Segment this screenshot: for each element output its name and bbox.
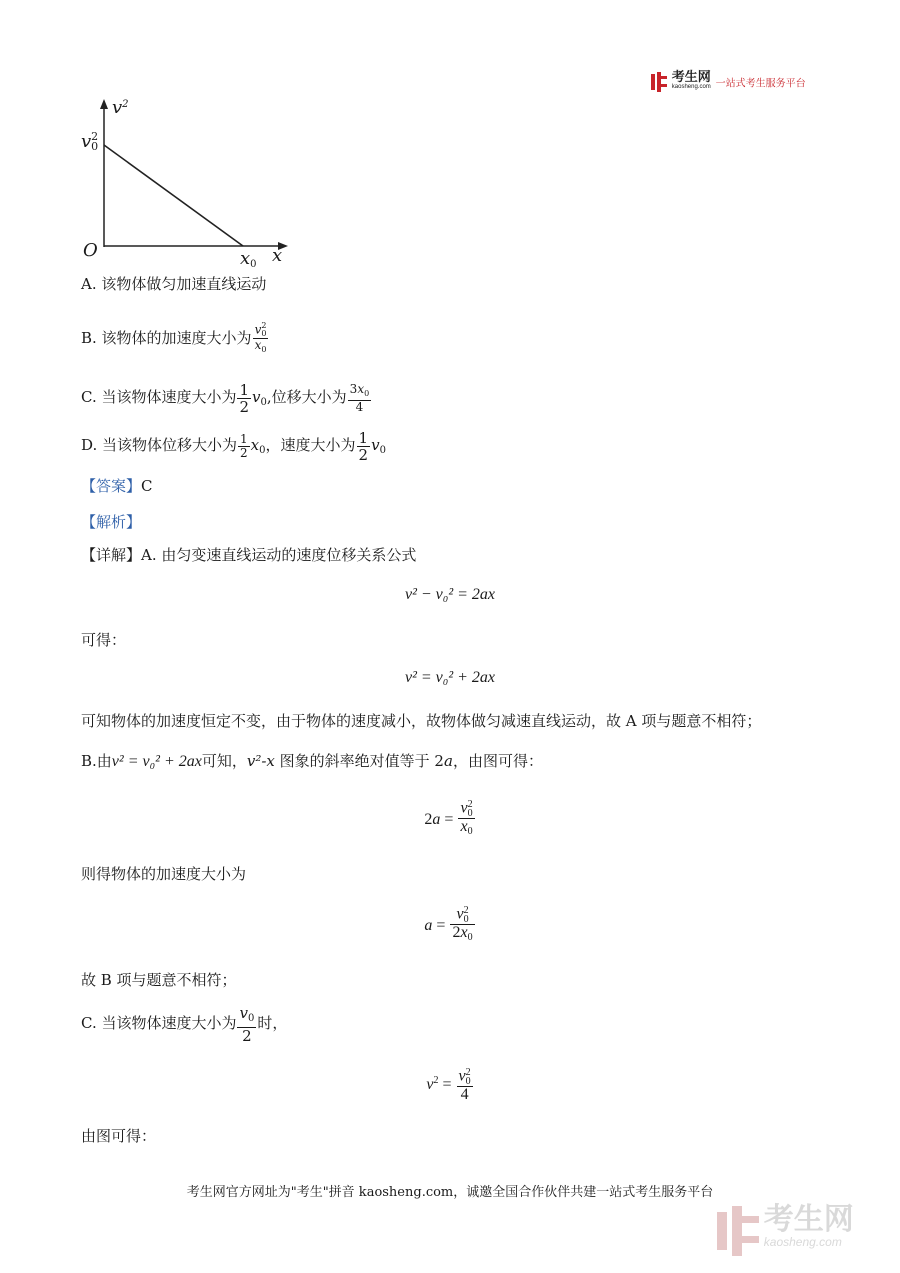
option-a: A. 该物体做匀加速直线运动 [81,275,267,293]
v2-line [104,145,243,246]
watermark-name: 考生网 [763,1203,854,1236]
fraction-v0sq-over-x0: v 2 0 $x_0$ [254,321,267,354]
fraction-3x0-over-4: $\frac{3x_0}{4}$ [349,381,370,414]
y-axis-label: $v^2$ [112,97,129,118]
footer-text: 考生网官方网址为"考生"拼音 kaosheng.com，诚邀全国合作伙伴共建一站式考生服务平台 [186,1185,714,1200]
equation-1: v² − v₀² = 2ax [404,586,496,603]
fraction-one-half: $\frac{1}{2}$ [239,380,250,416]
equation-4: a = v 2 0 $2x_0$ [424,905,473,944]
logo-tagline: 一站式考生服务平台 [715,78,806,90]
analysis-label: 【解析】 [81,513,142,531]
answer-label: 【答案】 [81,477,142,495]
kaosheng-logo-icon [651,72,667,92]
graph-svg [75,95,295,270]
origin-label: O [83,240,98,261]
logo-name: 考生网 [671,69,711,84]
answer-value: C [141,477,153,495]
detail-line-2: 可知物体的加速度恒定不变，由于物体的速度减小，故物体做匀减速直线运动，故 A 项与题意不相符； [81,712,762,730]
detail-line-5: 故 B 项与题意不相符； [81,971,237,989]
detail-label: 【详解】 [81,546,142,564]
x-axis-label: x [272,245,283,266]
option-b: B. 该物体的加速度大小为 v 2 0 $x_0$ [81,321,267,354]
detail-line-7: 由图可得： [81,1127,157,1145]
detail-line-1: 【详解】A. 由匀变速直线运动的速度位移关系公式 [81,546,417,564]
logo-domain: kaosheng.com [671,84,711,90]
y-intercept-label: v 2 0 [81,130,99,153]
y-axis-arrow-icon [100,99,108,109]
detail-line-6: C. 当该物体速度大小为 $\frac{v_0}{2}$ 时， [81,1003,288,1045]
analysis-line [81,512,141,532]
kede-1: 可得： [81,631,127,649]
watermark [717,1203,854,1256]
equation-2: v² = v₀² + 2ax [404,669,496,686]
fraction-one-half-small: $\frac{1}{2}$ [240,431,248,460]
detail-line-3: B.由v² = v₀² + 2ax可知，v²-x 图象的斜率绝对值等于 2a，由图可得： [81,752,543,770]
watermark-logo-icon [717,1206,759,1256]
detail-line-4: 则得物体的加速度大小为 [81,865,247,883]
fraction-one-half-v: $\frac{1}{2}$ [358,428,369,464]
v2-x-graph [75,95,295,270]
watermark-domain: kaosheng.com [763,1235,842,1249]
x-intercept-label: $x_0$ [240,248,257,270]
option-d: D. 当该物体位移大小为 $\frac{1}{2}$ $x_0$，速度大小为 $\frac{1}{2}$ $v_0$ [81,428,386,464]
equation-5: $v^2$ = v 2 0 4 [426,1066,471,1103]
answer-line [81,476,153,496]
inline-equation: v² = v₀² + 2ax [111,753,202,770]
equation-3: 2a = v 2 0 $x_0$ [424,799,473,838]
header-logo [651,69,806,92]
option-c: C. 当该物体速度大小为 $\frac{1}{2}$ $v_0$,位移大小为 $\frac{3x_0}{4}$ [81,380,370,416]
